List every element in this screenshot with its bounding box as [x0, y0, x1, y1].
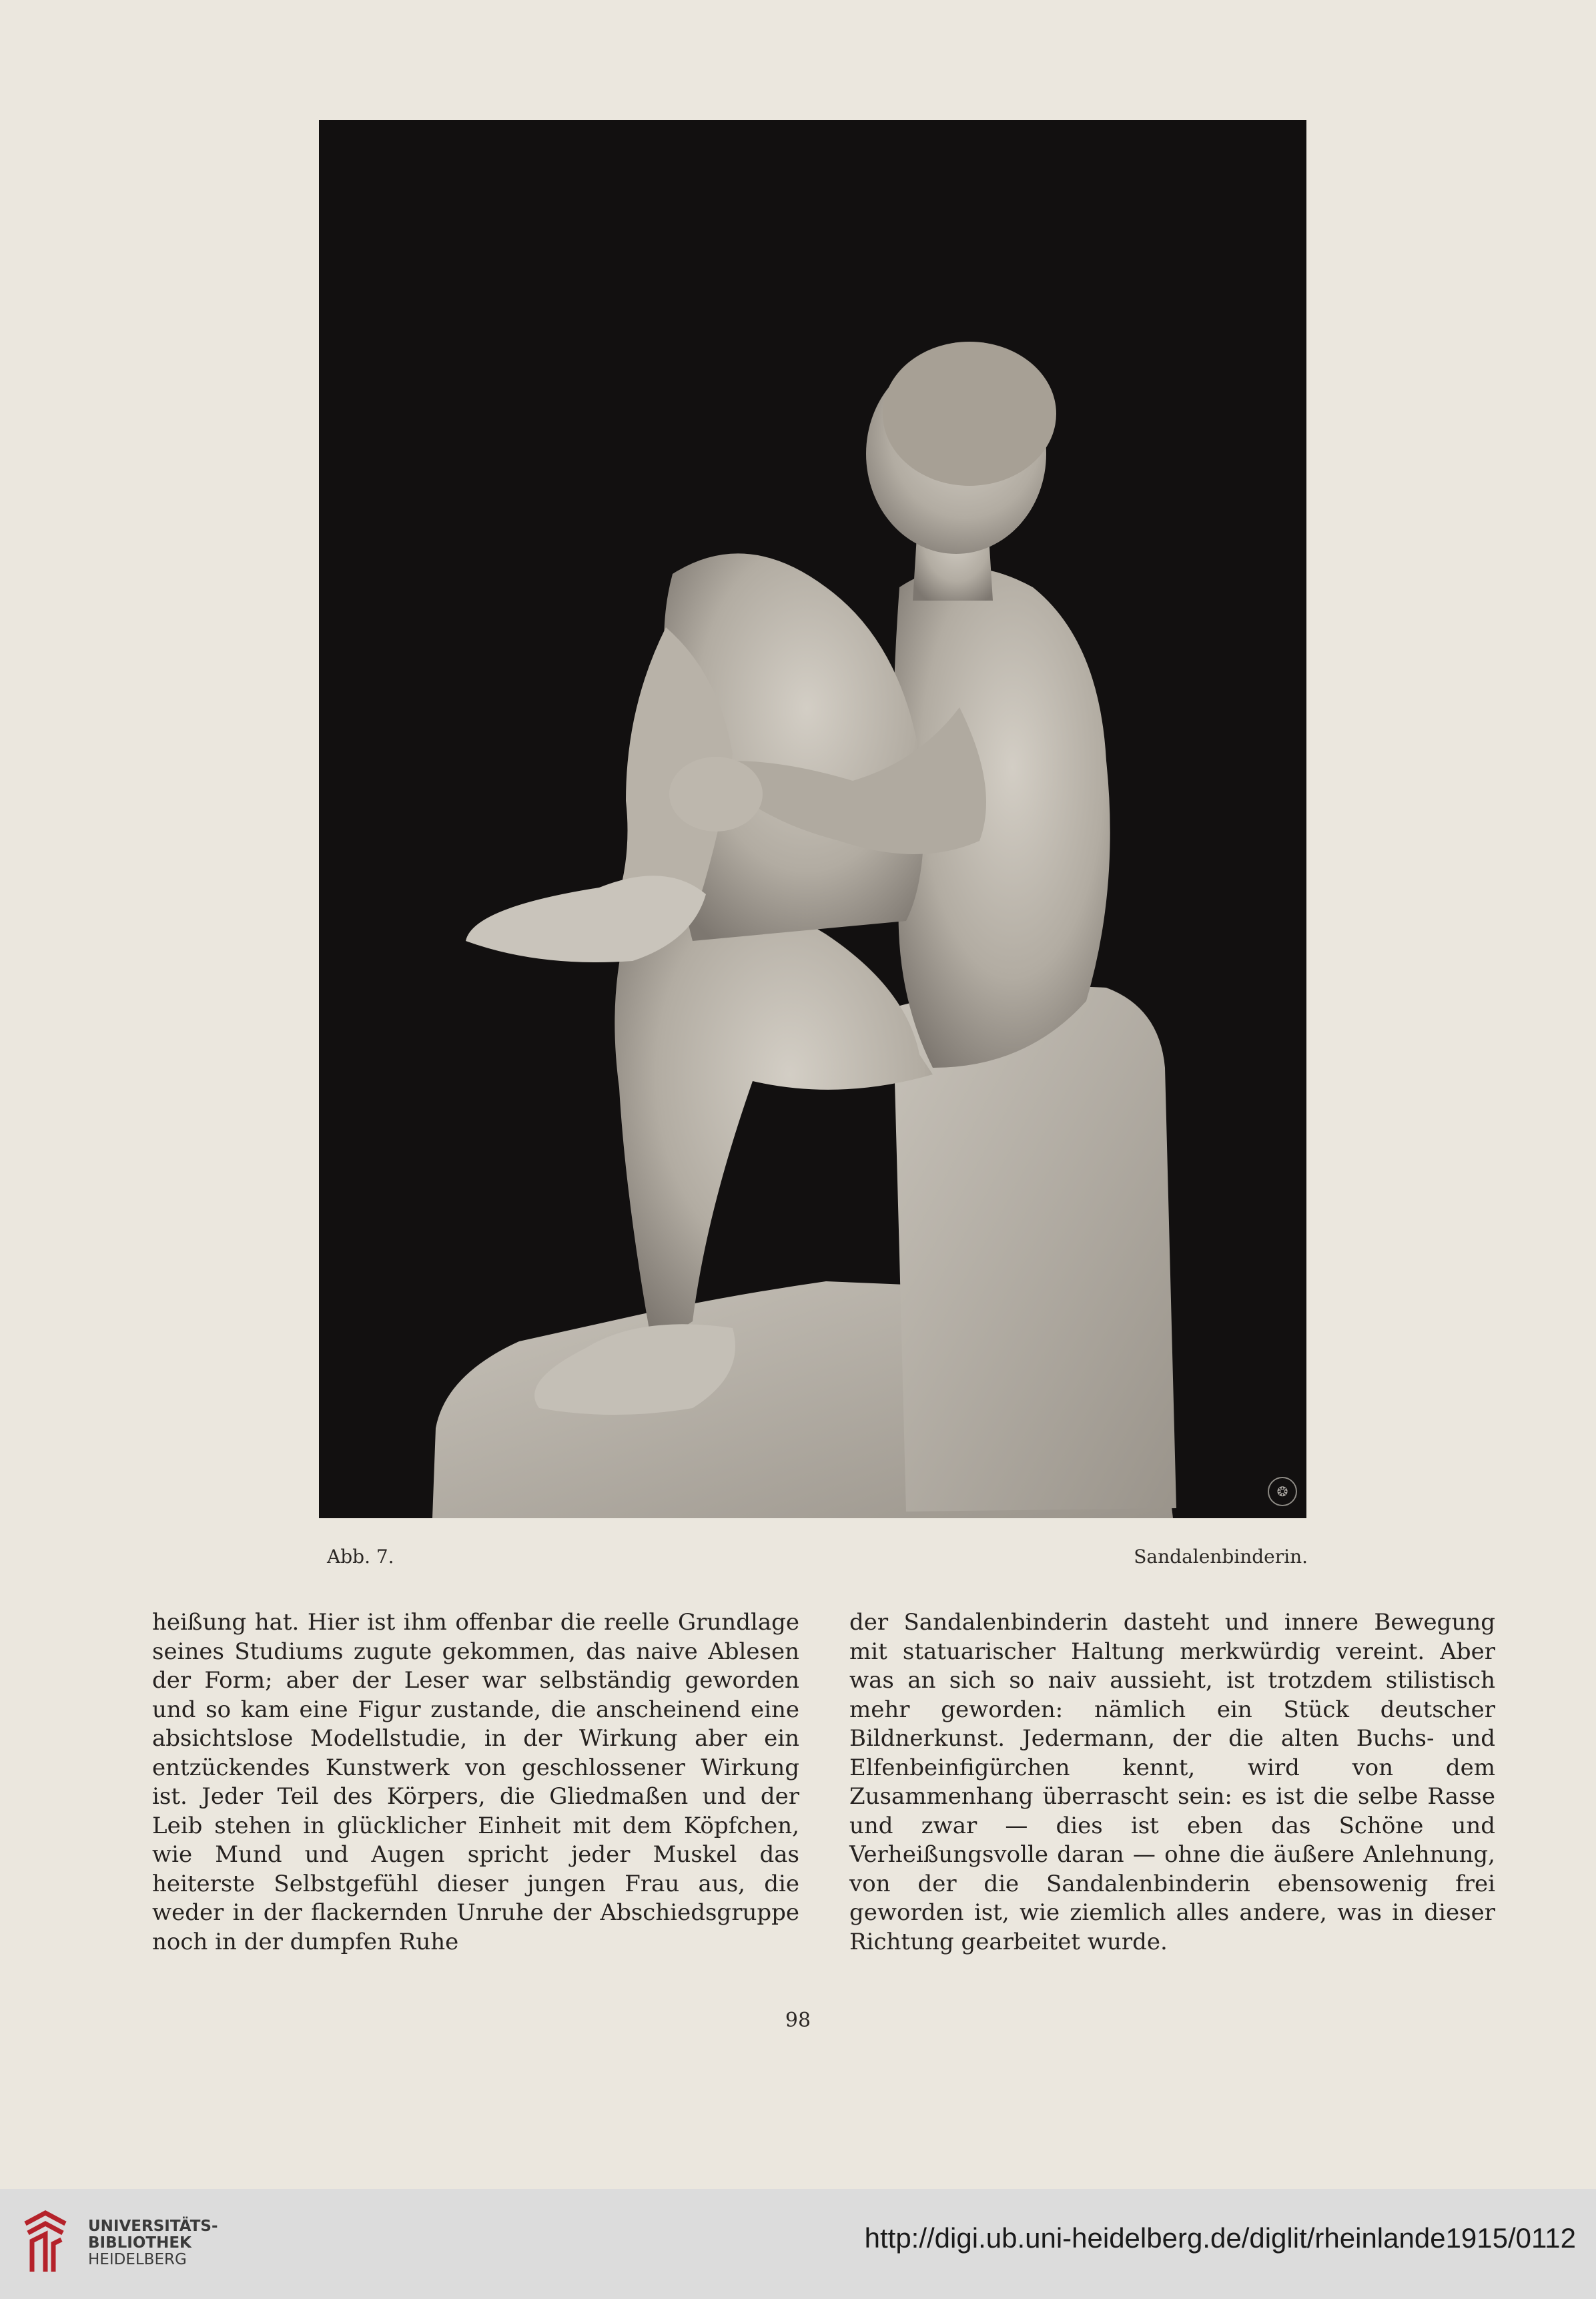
permalink-url[interactable]: http://digi.ub.uni-heidelberg.de/diglit/rheinlande1915/0112	[864, 2222, 1576, 2254]
sculpture-photograph	[319, 120, 1306, 1518]
digital-library-footer	[0, 2189, 1596, 2299]
paragraph-left: heißung hat. Hier ist ihm offenbar die reelle Grundlage seines Studiums zugute gekommen, das naive Ablesen der Form; aber der Leser war selbständig geworden und so kam eine Figur zustande, die anscheinend eine absichtslose Modellstudie, in der Wirkung aber ein entzückendes Kunstwerk von geschlossener Wirkung ist. Jeder Teil des Körpers, die Gliedmaßen und der Leib stehen in glücklicher Einheit mit dem Köpfchen, wie Mund und Augen spricht jeder Muskel das heiterste Selbstgefühl dieser jungen Frau aus, die weder in der flackernden Unruhe der Abschiedsgruppe noch in der dumpfen Ruhe	[152, 1609, 799, 1955]
library-name-line: UNIVERSITÄTS-	[88, 2218, 218, 2235]
figure-title: Sandalenbinderin.	[1134, 1546, 1308, 1568]
sandalenbinderin-sculpture-image	[319, 120, 1306, 1518]
figure-label: Abb. 7.	[327, 1546, 394, 1568]
photographer-monogram-icon: ❂	[1268, 1477, 1297, 1506]
text-column-left	[152, 1608, 799, 1957]
library-name-line: BIBLIOTHEK	[88, 2234, 191, 2252]
text-column-right	[849, 1608, 1495, 1957]
library-name	[88, 2218, 218, 2268]
paragraph-right: der Sandalenbinderin dasteht und innere Bewegung mit statuarischer Haltung merkwürdig vereint. Aber was an sich so naiv aussieht, ist trotzdem stilistisch mehr geworden: nämlich ein Stück deutscher Bildnerkunst. Jedermann, der die alten Buchs- und Elfenbeinfigürchen kennt, wird von dem Zusammenhang überrascht sein: es ist die selbe Rasse und zwar — dies ist eben das Schöne und Verheißungsvolle daran — ohne die äußere Anlehnung, von der die Sandalenbinderin ebensowenig frei geworden ist, wie ziemlich alles andere, was in dieser Richtung gearbeitet wurde.	[849, 1609, 1495, 1955]
page-number: 98	[785, 2009, 811, 2032]
library-name-line: HEIDELBERG	[88, 2251, 187, 2268]
university-library-logo-icon	[19, 2210, 72, 2274]
